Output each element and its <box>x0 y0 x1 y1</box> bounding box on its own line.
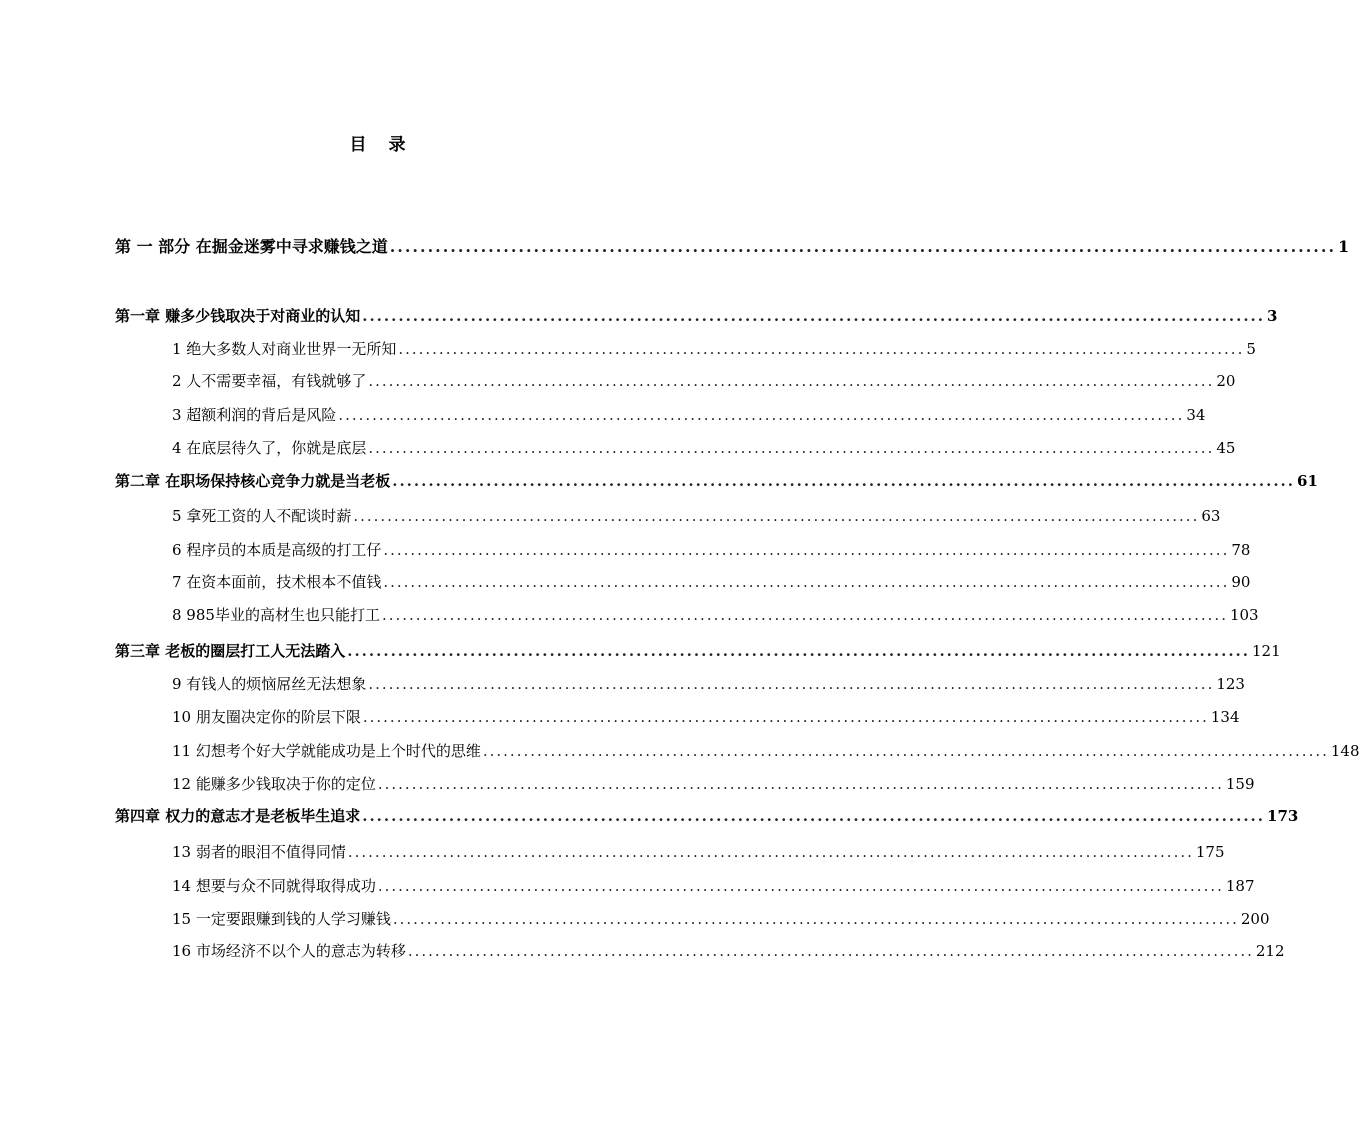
toc-entry-label: 12 能赚多少钱取决于你的定位 <box>172 775 376 793</box>
toc-page-number: 123 <box>1216 675 1245 693</box>
toc-page-number: 212 <box>1255 942 1285 960</box>
toc-chapter-entry[interactable] <box>115 641 1281 661</box>
toc-page-number: 148 <box>1330 742 1360 760</box>
toc-entry-label: 7 在资本面前，技术根本不值钱 <box>172 573 382 591</box>
toc-page-number: 200 <box>1240 910 1270 928</box>
toc-page-number: 5 <box>1246 340 1256 358</box>
toc-page-number: 1 <box>1338 237 1350 256</box>
toc-entry-label: 第二章 在职场保持核心竞争力就是当老板 <box>115 472 391 490</box>
toc-section-entry[interactable] <box>172 540 1251 560</box>
toc-page-number: 175 <box>1195 843 1225 861</box>
toc-leader: ............................................................................................................................. <box>482 742 1329 760</box>
toc-leader: ............................................................................................................................. <box>398 340 1245 358</box>
toc-entry-label: 13 弱者的眼泪不值得同情 <box>172 843 346 861</box>
toc-leader: ............................................................................................................................. <box>362 307 1266 325</box>
toc-leader: ............................................................................................................................. <box>347 843 1194 861</box>
toc-section-entry[interactable] <box>172 842 1225 862</box>
toc-page-number: 63 <box>1201 507 1221 525</box>
toc-entry-label: 1 绝大多数人对商业世界一无所知 <box>172 340 397 358</box>
toc-section-entry[interactable] <box>172 941 1285 961</box>
toc-entry-label: 3 超额利润的背后是风险 <box>172 406 337 424</box>
toc-section-entry[interactable] <box>172 876 1255 896</box>
toc-section-entry[interactable] <box>172 741 1360 761</box>
toc-entry-label: 第四章 权力的意志才是老板毕生追求 <box>115 807 361 825</box>
toc-leader: ............................................................................................................................. <box>362 807 1266 825</box>
toc-entry-label: 15 一定要跟赚到钱的人学习赚钱 <box>172 910 391 928</box>
toc-page-number: 90 <box>1231 573 1251 591</box>
toc-chapter-entry[interactable] <box>115 471 1318 491</box>
toc-entry-label: 第 一 部分 在掘金迷雾中寻求赚钱之道 <box>115 237 388 256</box>
toc-leader: ............................................................................................................................. <box>381 606 1228 624</box>
toc-entry-label: 4 在底层待久了，你就是底层 <box>172 439 367 457</box>
toc-section-entry[interactable] <box>172 339 1256 359</box>
toc-entry-label: 8 985毕业的高材生也只能打工 <box>172 606 380 624</box>
toc-page-number: 103 <box>1229 606 1259 624</box>
toc-entry-label: 16 市场经济不以个人的意志为转移 <box>172 942 406 960</box>
toc-page-number: 159 <box>1225 775 1255 793</box>
toc-page-number: 78 <box>1231 541 1251 559</box>
toc-leader: ............................................................................................................................. <box>377 775 1224 793</box>
toc-page-number: 34 <box>1186 406 1206 424</box>
toc-leader: ............................................................................................................................. <box>389 237 1337 256</box>
toc-leader: ............................................................................................................................. <box>392 910 1239 928</box>
toc-leader: ............................................................................................................................. <box>383 573 1230 591</box>
toc-entry-label: 11 幻想考个好大学就能成功是上个时代的思维 <box>172 742 481 760</box>
toc-page-number: 121 <box>1252 642 1281 660</box>
toc-chapter-entry[interactable] <box>115 306 1278 326</box>
toc-chapter-entry[interactable] <box>115 806 1299 826</box>
toc-section-entry[interactable] <box>172 371 1236 391</box>
toc-leader: ............................................................................................................................. <box>368 372 1215 390</box>
toc-leader: ............................................................................................................................. <box>368 675 1215 693</box>
toc-leader: ............................................................................................................................. <box>407 942 1254 960</box>
toc-page-number: 187 <box>1225 877 1255 895</box>
toc-entry-label: 10 朋友圈决定你的阶层下限 <box>172 708 361 726</box>
toc-page-number: 134 <box>1210 708 1240 726</box>
toc-leader: ............................................................................................................................. <box>338 406 1185 424</box>
toc-entry-label: 9 有钱人的烦恼屌丝无法想象 <box>172 675 367 693</box>
toc-page-number: 20 <box>1216 372 1236 390</box>
toc-entry-label: 14 想要与众不同就得取得成功 <box>172 877 376 895</box>
toc-leader: ............................................................................................................................. <box>392 472 1296 490</box>
toc-section-entry[interactable] <box>172 707 1240 727</box>
toc-section-entry[interactable] <box>172 605 1259 625</box>
toc-section-entry[interactable] <box>172 674 1245 694</box>
toc-page-number: 45 <box>1216 439 1236 457</box>
toc-section-entry[interactable] <box>172 438 1236 458</box>
toc-part-entry[interactable] <box>115 237 1350 257</box>
toc-title: 目 录 <box>349 135 414 155</box>
toc-leader: ............................................................................................................................. <box>377 877 1224 895</box>
toc-leader: ............................................................................................................................. <box>362 708 1209 726</box>
toc-section-entry[interactable] <box>172 572 1251 592</box>
toc-entry-label: 5 拿死工资的人不配谈时薪 <box>172 507 352 525</box>
toc-section-entry[interactable] <box>172 909 1270 929</box>
toc-entry-label: 2 人不需要幸福，有钱就够了 <box>172 372 367 390</box>
toc-leader: ............................................................................................................................. <box>368 439 1215 457</box>
toc-section-entry[interactable] <box>172 506 1221 526</box>
toc-leader: ............................................................................................................................. <box>353 507 1200 525</box>
toc-page-number: 173 <box>1267 807 1299 825</box>
toc-leader: ............................................................................................................................. <box>347 642 1251 660</box>
toc-entry-label: 第一章 赚多少钱取决于对商业的认知 <box>115 307 361 325</box>
toc-leader: ............................................................................................................................. <box>383 541 1230 559</box>
toc-section-entry[interactable] <box>172 405 1206 425</box>
toc-entry-label: 6 程序员的本质是高级的打工仔 <box>172 541 382 559</box>
toc-entry-label: 第三章 老板的圈层打工人无法踏入 <box>115 642 346 660</box>
toc-page-number: 61 <box>1297 472 1318 490</box>
toc-page-number: 3 <box>1267 307 1278 325</box>
toc-section-entry[interactable] <box>172 774 1255 794</box>
